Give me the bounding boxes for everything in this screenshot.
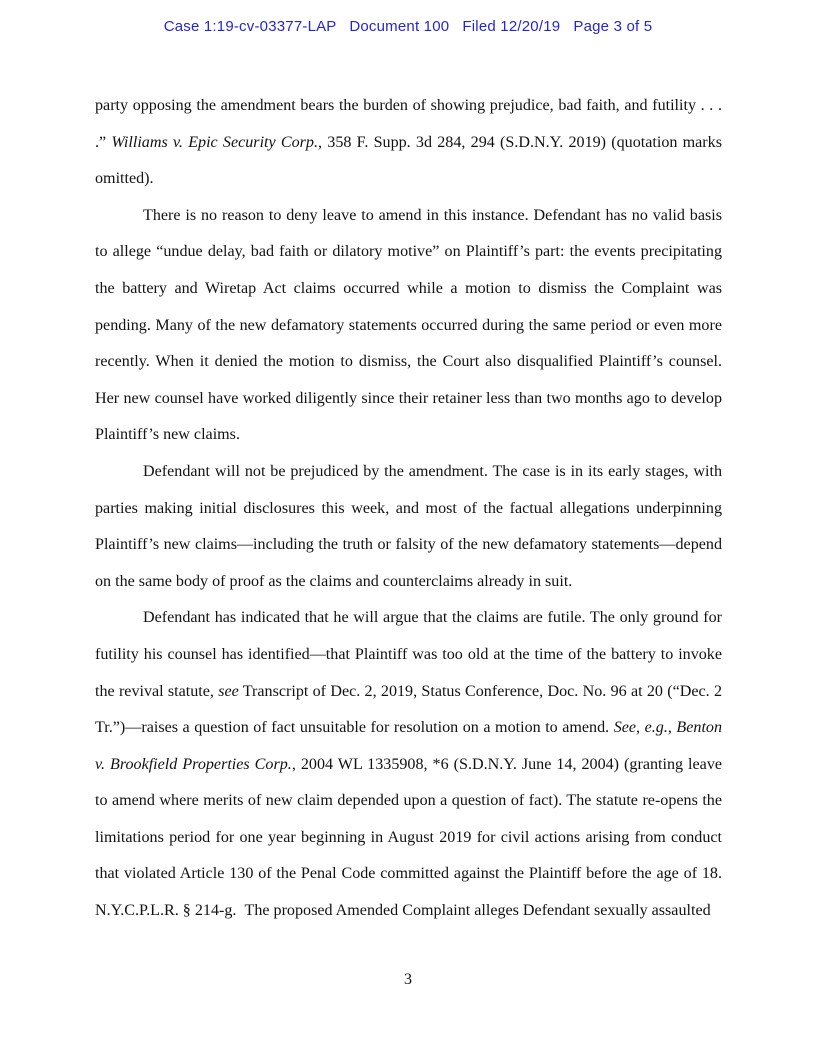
italic-citation-segment: Benton v. Brookfield Properties Corp. <box>95 719 723 773</box>
paragraph <box>95 454 722 600</box>
paragraph <box>95 600 722 929</box>
case-stamp-header: Case 1:19-cv-03377-LAP Document 100 Filed 12/20/19 Page 3 of 5 <box>163 18 653 35</box>
text-segment: Defendant will not be prejudiced by the amendment. The case is in its early stages, with parties making initial disclosures this week, and most of the factual allegations underpinning Plaintiff’s new claims—including the truth or falsity of the new defamatory statements—depend on the same body of proof as the claims and counterclaims already in suit. <box>95 462 722 590</box>
text-segment: , 358 F. Supp. 3d 284, 294 (S.D.N.Y. 2019) (quotation marks omitted). <box>95 133 722 188</box>
text-segment: There is no reason to deny leave to amend in this instance. Defendant has no valid basis to allege “undue delay, bad faith or dilatory motive” on Plaintiff’s part: the events precipitating the battery and Wiretap Act claims occurred while a motion to dismiss the Complaint was pending. Many of the new defamatory statements occurred during the same period or even more recently. When it denied the motion to dismiss, the Court also disqualified Plaintiff’s counsel. Her new counsel have worked diligently since their retainer less than two months ago to develop Plaintiff’s new claims. <box>95 206 722 444</box>
italic-citation-segment: Williams v. Epic Security Corp. <box>111 133 319 151</box>
text-segment: party opposing the amendment bears the burden of showing prejudice, bad faith, and futility . . . .” <box>95 97 722 151</box>
text-segment: Transcript of Dec. 2, 2019, Status Conference, Doc. No. 96 at 20 (“Dec. 2 Tr.”)—raises a question of fact unsuitable for resolution on a motion to amend. <box>95 682 723 737</box>
italic-citation-segment: See, e.g. <box>613 719 668 737</box>
document-body <box>95 88 722 930</box>
italic-citation-segment: see <box>218 682 239 700</box>
text-segment: Defendant has indicated that he will argue that the claims are futile. The only ground for futility his counsel has identified—that Plaintiff was too old at the time of the battery to invoke the revival statute, <box>95 609 722 700</box>
paragraph <box>95 198 722 454</box>
paragraph <box>95 88 722 198</box>
text-segment: , 2004 WL 1335908, *6 (S.D.N.Y. June 14, 2004) (granting leave to amend where merits of new claim depended upon a question of fact). The statute re-opens the limitations period for one year beginning in August 2019 for civil actions arising from conduct that violated Article 130 of the Penal Code committed against the Plaintiff before the age of 18. N.Y.C.P.L.R. § 214-g. The proposed Amended Complaint alleges Defendant sexually assaulted <box>95 755 723 920</box>
page-number: 3 <box>404 971 412 988</box>
text-segment: , <box>667 719 677 737</box>
